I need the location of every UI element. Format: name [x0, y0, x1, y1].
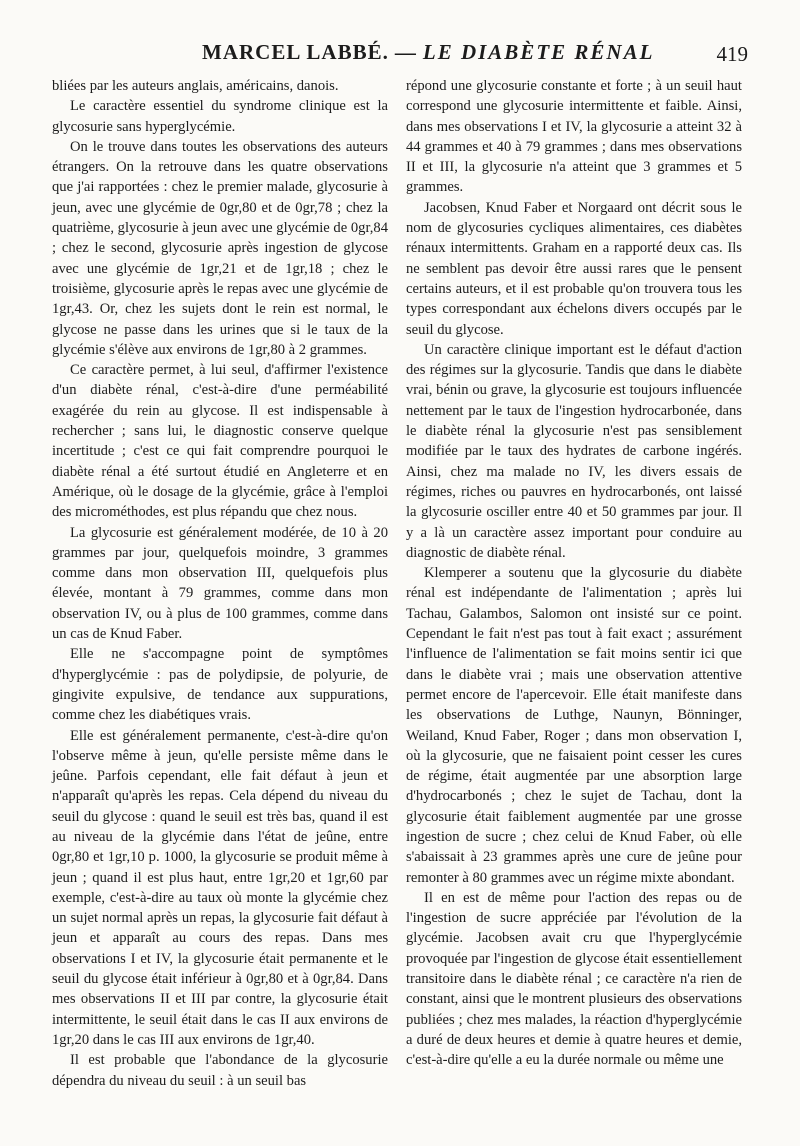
header-separator: —: [394, 40, 417, 64]
paragraph: On le trouve dans toutes les observations des auteurs étrangers. On la retrouve dans les quatre observations que j'ai rapportées : chez le premier malade, glycosurie à jeun, avec une glycémie de 0gr,80 et de 0gr,78 ; chez la quatrième, glycosurie à jeun avec une glycémie de 0gr,84 ; chez le second, glycosurie après ingestion de glycose avec une glycémie de 1gr,21 et de 1gr,18 ; chez le troisième, glycosurie après le repas avec une glycémie de 1gr,43. Or, chez les sujets dont le rein est normal, le glycose ne passe dans les urines que si le taux de la glycémie s'élève aux environs de 1gr,80 à 2 grammes.: [52, 138, 388, 358]
paragraph: Elle est généralement permanente, c'est-à-dire qu'on l'observe même à jeun, qu'elle persiste même dans le jeûne. Parfois cependant, elle fait défaut à jeun et n'apparaît qu'après les repas. Cela dépend du niveau du seuil du glycose : quand le seuil est très bas, quand il est au niveau de la glycémie dans l'état de jeûne, entre 0gr,80 et 1gr,10 p. 1000, la glycosurie se produit même à jeun ; quand il est plus haut, entre 1gr,20 et 1gr,60 par exemple, c'est-à-dire au taux où monte la glycémie chez un sujet normal après un repas, la glycosurie fait défaut à jeun et apparaît au cours des repas. Dans mes observations I et IV, la glycosurie était permanente et le seuil du glycose était inférieur à 0gr,80 et à 0gr,84. Dans mes observations II et III par contre, la glycosurie était intermittente, le seuil était dans le cas II aux environs de 1gr,20 dans le cas III aux environs de 1gr,40.: [52, 727, 388, 1048]
header-author: MARCEL LABBÉ.: [202, 40, 389, 64]
paragraph: Ce caractère permet, à lui seul, d'affirmer l'existence d'un diabète rénal, c'est-à-dire d'une perméabilité exagérée du rein au glycose. Il est indispensable à rechercher ; sans lui, le diagnostic conserve quelque incertitude ; c'est ce qui fait comprendre pourquoi le diabète rénal a été surtout étudié en Angleterre et en Amérique, où le dosage de la glycémie, grâce à l'emploi des microméthodes, est plus répandu que chez nous.: [52, 362, 388, 521]
paragraph: Jacobsen, Knud Faber et Norgaard ont décrit sous le nom de glycosuries cycliques alimentaires, ces diabètes rénaux intermittents. Graham en a rapporté deux cas. Ils ne semblent pas devoir être aussi rares que le pensent certains auteurs, et il est probable qu'on trouvera tous les types correspondant aux échelons divers occupés par le seuil du glycose.: [406, 199, 742, 338]
right-column: [406, 76, 742, 1126]
page-number: 419: [716, 42, 748, 66]
paragraph: bliées par les auteurs anglais, américains, danois.: [52, 78, 339, 94]
paragraph: Un caractère clinique important est le défaut d'action des régimes sur la glycosurie. Tandis que dans le diabète vrai, bénin ou grave, la glycosurie est toujours influencée nettement par le taux de l'ingestion hydrocarbonée, dans le diabète rénal la glycosurie n'est pas sensiblement modifiée par le taux des hydrates de carbone ingérés. Ainsi, chez ma malade no IV, les divers essais de régimes, riches ou pauvres en hydrocarbonés, ont laissé la glycosurie osciller entre 40 et 50 grammes par jour. Il y a là un caractère assez important pour conduire au diagnostic de diabète rénal.: [406, 341, 742, 561]
paragraph: Il en est de même pour l'action des repas ou de l'ingestion de sucre appréciée par l'évolution de la glycémie. Jacobsen avait cru que l'hyperglycémie provoquée par l'ingestion de glycose était essentiellement transitoire dans le diabète rénal ; ce caractère n'a rien de constant, ainsi que le montrent plusieurs des observations publiées ; chez mes malades, la réaction d'hyperglycémie a duré de deux heures et demie à quatre heures et demie, c'est-à-dire qu'elle a eu la durée normale ou même une: [406, 889, 742, 1069]
header-title: LE DIABÈTE RÉNAL: [422, 40, 655, 64]
paragraph: Elle ne s'accompagne point de symptômes d'hyperglycémie : pas de polydipsie, de polyurie, de gingivite expulsive, de tendance aux suppurations, comme chez les diabétiques vrais.: [52, 646, 388, 724]
paragraph: répond une glycosurie constante et forte ; à un seuil haut correspond une glycosurie intermittente et faible. Ainsi, dans mes observations I et IV, la glycosurie a atteint 32 à 44 grammes et 40 à 79 grammes ; dans mes observations II et III, la glycosurie n'a atteint que 3 grammes et 5 grammes.: [406, 78, 742, 196]
running-header: [52, 40, 752, 70]
left-column: [52, 76, 388, 1126]
body-columns: [52, 76, 742, 1126]
paragraph: Le caractère essentiel du syndrome clinique est la glycosurie sans hyperglycémie.: [52, 98, 388, 135]
paragraph: Klemperer a soutenu que la glycosurie du diabète rénal est indépendante de l'alimentation ; après lui Tachau, Galambos, Salomon ont insisté sur ce point. Cependant le fait n'est pas tout à fait exact ; assurément l'influence de l'alimentation se fait moins sentir ici que dans le diabète vrai ; mais une observation attentive permet encore de l'apercevoir. Elle était manifeste dans les observations de Luthge, Naunyn, Bönninger, Weiland, Knud Faber, Roger ; dans mon observation I, où la glycosurie, que ne faisaient point cesser les cures de régime, était augmentée par une absorption large d'hydrocarbonés ; chez le sujet de Tachau, dont la glycosurie était faiblement augmentée par une grosse ingestion de sucre ; chez celui de Knud Faber, où elle s'abaissait à 23 grammes après une cure de jeûne pour remonter à 80 grammes avec un régime mixte abondant.: [406, 565, 742, 886]
paragraph: Il est probable que l'abondance de la glycosurie dépendra du niveau du seuil : à un seuil bas: [52, 1052, 388, 1089]
running-title: [202, 40, 655, 65]
paragraph: La glycosurie est généralement modérée, de 10 à 20 grammes par jour, quelquefois moindre, 3 grammes comme dans mon observation III, quelquefois plus élevée, montant à 79 grammes, comme dans mon observation IV, ou à plus de 100 grammes, comme dans un cas de Knud Faber.: [52, 524, 388, 643]
